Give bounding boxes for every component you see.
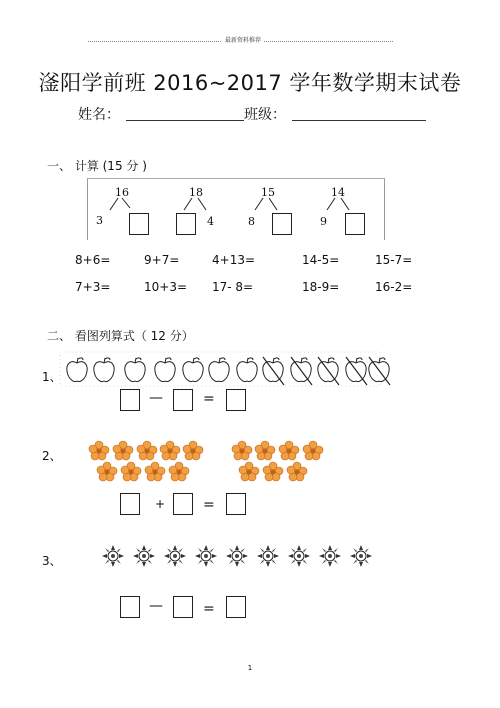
equation: 7+3= [75,280,111,294]
decomp-item-3 [247,186,307,236]
apple-icon [94,358,114,382]
page-title: 滏阳学前班 2016~2017 学年数学期末试卷 [38,71,462,95]
equation: 9+7= [144,253,180,267]
name-field[interactable] [126,104,244,121]
answer-box[interactable] [129,213,149,235]
answer-box[interactable] [272,213,292,235]
operator: — [149,598,163,614]
name-label: 姓名： [78,107,120,123]
operator: + [155,497,166,511]
apple-icon [67,358,87,382]
crossed-apple-icon [291,357,312,385]
problem-number: 2、 [42,449,62,463]
equation: 16-2= [375,280,413,294]
sun-icon [288,545,310,567]
flower-icon [160,441,180,460]
flowers-group [88,438,338,484]
decomp-top: 15 [261,186,275,199]
decomp-item-4 [318,186,378,236]
equation: 10+3= [144,280,188,294]
answer-box[interactable] [176,213,196,235]
flower-icon [113,441,133,460]
equation: 15-7= [375,253,413,267]
sun-icon [319,545,341,567]
sun-icon [164,545,186,567]
operator: — [149,390,163,406]
page-number: 1 [247,664,253,672]
apple-icon [209,358,229,382]
class-field[interactable] [292,104,426,121]
decomp-left: 8 [248,215,255,228]
flower-icon [255,441,275,460]
class-label: 班级： [244,107,286,123]
equation: 14-5= [302,253,340,267]
sun-icon [133,545,155,567]
flower-icon [279,441,299,460]
decomp-top: 18 [189,186,203,199]
flower-icon [232,441,252,460]
flower-icon [263,462,283,481]
flower-icon [89,441,109,460]
equation: 18-9= [302,280,340,294]
panel-left-border [87,178,88,240]
apple-icon [183,358,203,382]
equals-sign: = [203,497,215,513]
apple-icon [155,358,175,382]
apple-icon [125,358,145,382]
flower-icon [287,462,307,481]
problem-number: 3、 [42,554,62,568]
answer-box[interactable] [173,493,193,515]
sun-icon [350,545,372,567]
sun-icon [195,545,217,567]
answer-box[interactable] [120,493,140,515]
flower-icon [97,462,117,481]
answer-box[interactable] [173,596,193,618]
panel-top-border [87,178,385,179]
equals-sign: = [203,601,215,617]
equation: 4+13= [212,253,256,267]
sun-icon [257,545,279,567]
decomp-left: 3 [96,214,103,227]
decomp-right: 4 [207,215,214,228]
sun-icon [226,545,248,567]
section1-heading: 一、 计算 (15 分 ) [47,159,147,173]
crossed-apple-icon [318,357,339,385]
flower-icon [169,462,189,481]
sun-icon [102,545,124,567]
flower-icon [137,441,157,460]
equation: 8+6= [75,253,111,267]
answer-box[interactable] [345,213,365,235]
answer-box[interactable] [226,389,246,411]
flower-icon [121,462,141,481]
flower-icon [303,441,323,460]
section2-heading: 二、 看图列算式（ 12 分） [47,329,194,343]
apples-row [60,352,380,386]
decomp-top: 14 [331,186,345,199]
decomp-item-2 [176,186,236,236]
equation: 17- 8= [212,280,254,294]
panel-right-border [384,178,385,240]
equals-sign: = [203,391,215,407]
problem-number: 1、 [42,370,62,384]
flower-icon [183,441,203,460]
decomp-item-1 [96,186,170,236]
apple-icon [237,358,257,382]
header-banner: 最新资料推荐 [222,35,264,44]
decomp-top: 16 [115,186,129,199]
crossed-apple-icon [346,357,367,385]
answer-box[interactable] [226,493,246,515]
suns-row [100,543,380,569]
answer-box[interactable] [226,596,246,618]
answer-box[interactable] [120,596,140,618]
decomp-left: 9 [320,215,327,228]
flower-icon [145,462,165,481]
crossed-apple-icon [369,357,390,385]
answer-box[interactable] [173,389,193,411]
flower-icon [239,462,259,481]
crossed-apple-icon [263,357,284,385]
answer-box[interactable] [120,389,140,411]
